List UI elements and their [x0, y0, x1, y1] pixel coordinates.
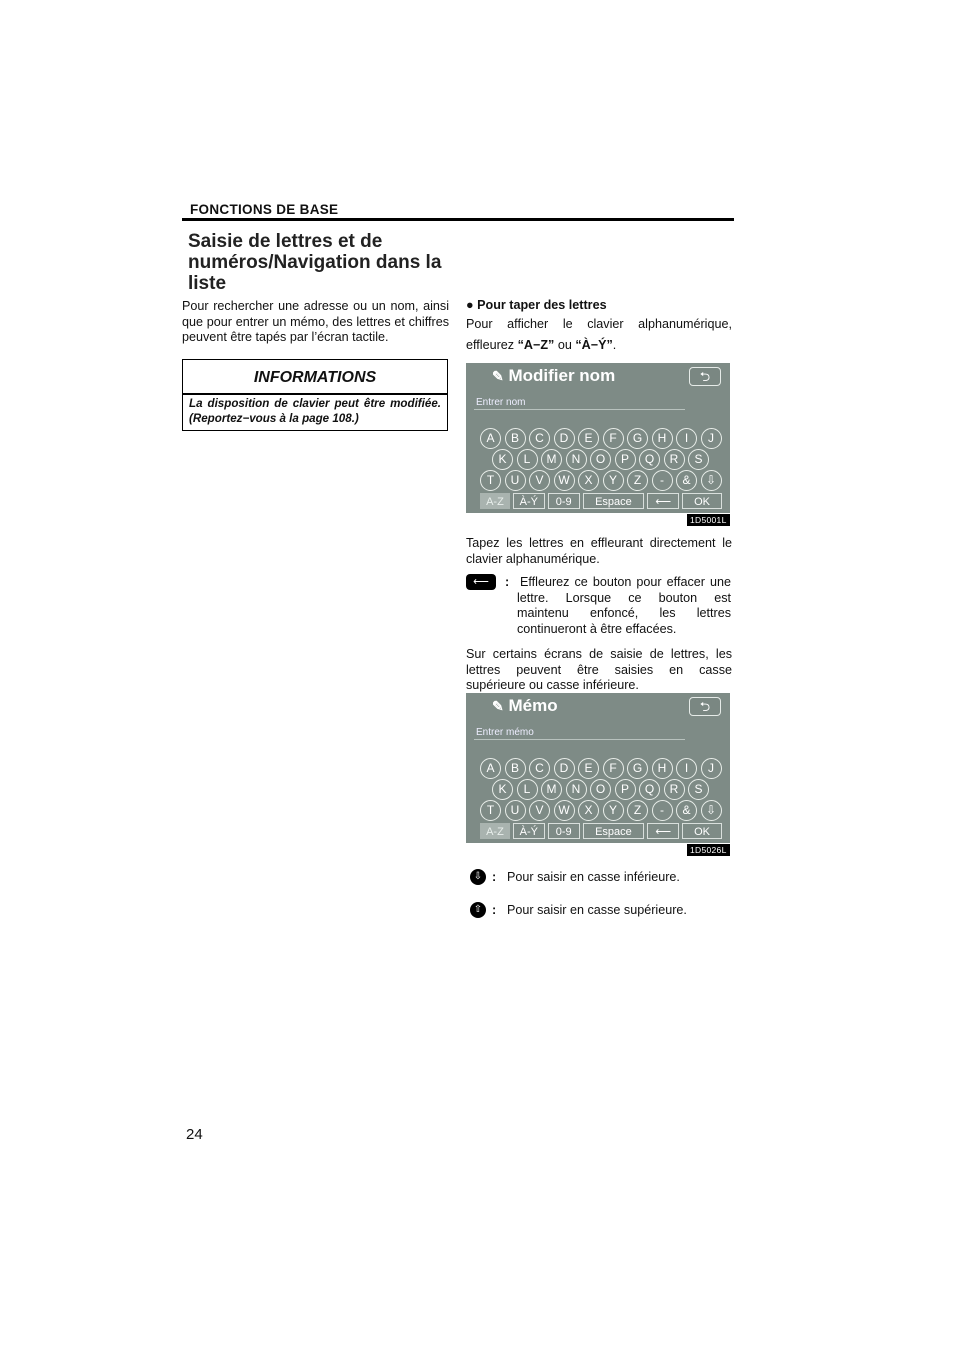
ok-button[interactable]: OK — [682, 493, 722, 509]
instruction-text-end: . — [612, 338, 617, 352]
input-field-label[interactable]: Entrer nom — [476, 397, 526, 408]
key[interactable]: B — [505, 428, 526, 449]
key[interactable]: U — [505, 800, 526, 821]
key[interactable]: J — [701, 428, 722, 449]
numbers-button[interactable]: 0-9 — [548, 823, 580, 839]
screen-modifier-nom — [466, 363, 730, 513]
info-box-text: La disposition de clavier peut être modifiée. (Reportez−vous à la page 108.) — [189, 397, 441, 425]
key[interactable]: & — [676, 800, 697, 821]
backspace-description: Effleurez ce bouton pour effacer une lettre. Lorsque ce bouton est maintenu enfoncé, les lettres continueront à être effacées. — [517, 575, 731, 636]
key[interactable]: S — [688, 779, 709, 800]
section-header: FONCTIONS DE BASE — [190, 202, 339, 217]
key[interactable]: K — [492, 449, 513, 470]
info-box — [182, 359, 448, 431]
key[interactable]: Y — [603, 800, 624, 821]
key[interactable]: M — [541, 449, 562, 470]
key[interactable]: & — [676, 470, 697, 491]
ay-button[interactable]: À-Ý — [513, 823, 545, 839]
numbers-button[interactable]: 0-9 — [548, 493, 580, 509]
lowercase-description: Pour saisir en casse inférieure. — [507, 870, 680, 884]
screen-memo — [466, 693, 730, 843]
instruction-paragraph: Pour afficher le clavier alphanumérique, — [466, 317, 732, 331]
backspace-icon: ⟵ — [466, 574, 496, 590]
ay-label: “À−Ý” — [575, 338, 613, 352]
bottom-bar — [480, 493, 725, 509]
return-icon[interactable]: ⮌ — [689, 367, 721, 386]
bullet-heading-text: Pour taper des lettres — [477, 298, 607, 312]
key[interactable]: Z — [627, 470, 648, 491]
space-button[interactable]: Espace — [583, 493, 645, 509]
az-label: “A−Z” — [517, 338, 555, 352]
az-button[interactable]: A-Z — [480, 493, 510, 509]
legend-colon: : — [492, 903, 497, 917]
key[interactable]: W — [554, 800, 575, 821]
key[interactable]: R — [664, 779, 685, 800]
key[interactable]: T — [480, 470, 501, 491]
key[interactable]: W — [554, 470, 575, 491]
key[interactable]: F — [603, 428, 624, 449]
page-title: Saisie de lettres et de numéros/Navigation dans la liste — [188, 231, 442, 294]
key[interactable]: B — [505, 758, 526, 779]
instruction-paragraph-line2 — [466, 338, 732, 352]
figure-tag: 1D5001L — [687, 514, 730, 526]
figure-tag: 1D5026L — [687, 844, 730, 856]
key[interactable]: R — [664, 449, 685, 470]
key[interactable]: V — [529, 800, 550, 821]
screen-title — [492, 366, 615, 386]
key-row-2 — [492, 449, 713, 470]
key[interactable]: X — [578, 470, 599, 491]
input-underline — [474, 409, 685, 410]
backspace-button[interactable]: ⟵ — [647, 823, 679, 839]
key[interactable]: C — [529, 428, 550, 449]
key[interactable]: I — [676, 428, 697, 449]
key[interactable]: A — [480, 758, 501, 779]
key[interactable]: F — [603, 758, 624, 779]
legend-colon: : — [492, 870, 497, 884]
pencil-icon: ✎ — [492, 698, 504, 714]
ok-button[interactable]: OK — [682, 823, 722, 839]
keyboard-paragraph: Tapez les lettres en effleurant directement le clavier alphanumérique. — [466, 536, 732, 566]
key-row-3 — [480, 800, 725, 821]
uppercase-description: Pour saisir en casse supérieure. — [507, 903, 687, 917]
key[interactable]: - — [652, 800, 673, 821]
key[interactable]: T — [480, 800, 501, 821]
intro-paragraph: Pour rechercher une adresse ou un nom, ainsi que pour entrer un mémo, des lettres et chiffres peuvent être tapés par l’écran tactile. — [182, 299, 449, 344]
lowercase-key-icon[interactable]: ⇩ — [701, 470, 722, 491]
key[interactable]: K — [492, 779, 513, 800]
info-box-title: INFORMATIONS — [253, 369, 377, 386]
bottom-bar — [480, 823, 725, 839]
key[interactable]: Q — [639, 779, 660, 800]
key[interactable]: Q — [639, 449, 660, 470]
key[interactable]: G — [627, 428, 648, 449]
space-button[interactable]: Espace — [583, 823, 645, 839]
key[interactable]: H — [652, 758, 673, 779]
key[interactable]: A — [480, 428, 501, 449]
key[interactable]: M — [541, 779, 562, 800]
instruction-text-or: ou — [554, 338, 576, 352]
key[interactable]: - — [652, 470, 673, 491]
bullet-heading — [466, 298, 607, 312]
key[interactable]: J — [701, 758, 722, 779]
key[interactable]: D — [554, 758, 575, 779]
key[interactable]: Z — [627, 800, 648, 821]
key[interactable]: N — [566, 449, 587, 470]
key[interactable]: L — [517, 449, 538, 470]
key[interactable]: X — [578, 800, 599, 821]
backspace-button[interactable]: ⟵ — [647, 493, 679, 509]
input-field-label[interactable]: Entrer mémo — [476, 727, 534, 738]
lowercase-icon: ⇩ — [470, 869, 486, 885]
screen-title — [492, 696, 558, 716]
key[interactable]: P — [615, 779, 636, 800]
key[interactable]: L — [517, 779, 538, 800]
input-underline — [474, 739, 685, 740]
key[interactable]: H — [652, 428, 673, 449]
key[interactable]: D — [554, 428, 575, 449]
key-row-1 — [480, 758, 725, 779]
screen-title-text: Modifier nom — [508, 366, 616, 385]
case-paragraph: Sur certains écrans de saisie de lettres, les lettres peuvent être saisies en casse supérieure ou casse inférieure. — [466, 647, 732, 692]
key-row-2 — [492, 779, 713, 800]
lowercase-key-icon[interactable]: ⇩ — [701, 800, 722, 821]
ay-button[interactable]: À-Ý — [513, 493, 545, 509]
key[interactable]: O — [590, 449, 611, 470]
page-number: 24 — [186, 1126, 203, 1143]
key[interactable]: I — [676, 758, 697, 779]
key[interactable]: S — [688, 449, 709, 470]
legend-colon: : — [505, 575, 510, 589]
key[interactable]: U — [505, 470, 526, 491]
key[interactable]: G — [627, 758, 648, 779]
key[interactable]: Y — [603, 470, 624, 491]
return-icon[interactable]: ⮌ — [689, 697, 721, 716]
key[interactable]: P — [615, 449, 636, 470]
screen-title-text: Mémo — [508, 696, 558, 715]
instruction-text: effleurez — [466, 338, 518, 352]
key[interactable]: N — [566, 779, 587, 800]
key-row-3 — [480, 470, 725, 491]
pencil-icon: ✎ — [492, 368, 504, 384]
key[interactable]: E — [578, 758, 599, 779]
info-box-rule — [183, 393, 447, 395]
header-rule — [182, 218, 734, 221]
key[interactable]: C — [529, 758, 550, 779]
az-button[interactable]: A-Z — [480, 823, 510, 839]
key[interactable]: V — [529, 470, 550, 491]
bullet-icon: ● — [466, 298, 474, 312]
key-row-1 — [480, 428, 725, 449]
uppercase-icon: ⇧ — [470, 902, 486, 918]
key[interactable]: O — [590, 779, 611, 800]
key[interactable]: E — [578, 428, 599, 449]
